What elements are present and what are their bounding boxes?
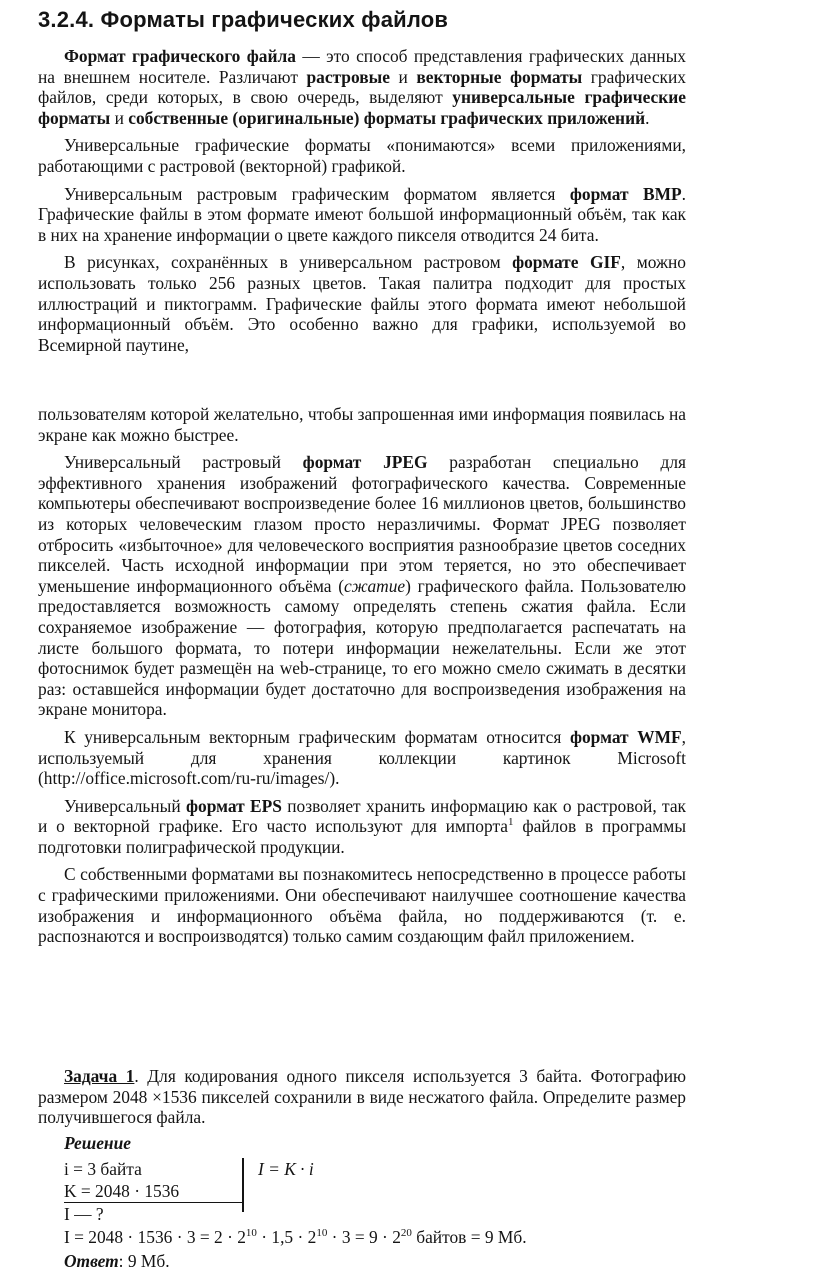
paragraph-own-formats: С собственными форматами вы познакомитесь непосредственно в процессе работы с графическими приложениями. Они обеспечивают наилучшее соотношение качества изображения и информационного объёма файла, но поддерживаются (т. е. распознаются и воспроизводятся) только самим создающим файл приложением. xyxy=(38,864,686,947)
calculation: $I = 2048 \cdot 1536 \cdot 3 = 2 \cdot 2^{10} \cdot 1,5 \cdot 2^{10} \cdot 3 = 9 \cdot 2^{20}$ байтов = 9 Мб. xyxy=(64,1227,527,1247)
given-unknown: I — ? xyxy=(64,1204,104,1224)
term-raster: растровые xyxy=(306,66,390,87)
term-vector-formats: векторные форматы xyxy=(416,66,583,87)
term-own-formats: собственные (оригинальные) форматы графических приложений xyxy=(128,107,646,128)
given-divider xyxy=(242,1158,244,1212)
formula: I = K · i xyxy=(258,1159,314,1179)
paragraph-format-definition: Формат графического файла — это способ представления графических данных на внешнем носителе. Различают растровые и векторные форматы графических файлов, среди которых, в свою очередь, выделяют универсальные графические форматы и собственные (оригинальные) форматы графических приложений. xyxy=(38,46,686,128)
paragraph-gif-continued: пользователям которой желательно, чтобы запрошенная ими информация появилась на экране как можно быстрее. xyxy=(38,404,686,445)
term-universal-formats: универсальные графические форматы xyxy=(38,87,686,128)
term-eps: формат EPS xyxy=(185,795,282,816)
given-k: K = 2048 · 1536 xyxy=(64,1180,242,1203)
term-gif: формате GIF xyxy=(512,252,621,273)
text-block-bottom xyxy=(38,404,686,947)
solution-label: Решение xyxy=(64,1133,131,1153)
paragraph-universal: Универсальные графические форматы «понимаются» всеми приложениями, работающими с растровой (векторной) графикой. xyxy=(38,135,686,176)
answer xyxy=(64,1250,170,1272)
given-values xyxy=(64,1158,244,1225)
term-compression: сжатие xyxy=(344,575,406,596)
given-i: i = 3 байта xyxy=(64,1159,142,1179)
paragraph-bmp: Универсальным растровым графическим форматом является формат BMP. Графические файлы в этом формате имеют большой информационный объём, так как в них на хранение информации о цвете каждого пикселя отводится 24 бита. xyxy=(38,183,686,245)
term-graphic-format: Формат графического файла xyxy=(64,46,296,66)
footnote-marker: 1 xyxy=(508,816,514,829)
task-label: Задача 1 xyxy=(64,1066,135,1086)
text-block-top xyxy=(38,46,686,402)
paragraph-eps: Универсальный формат EPS позволяет хранить информацию как о растровой, так и о векторной графике. Его часто используют для импорта$^1$ файлов в программы подготовки полиграфической продукции. xyxy=(38,795,686,857)
term-wmf: формат WMF xyxy=(569,726,682,747)
term-jpeg: формат JPEG xyxy=(302,452,428,473)
term-bmp: формат BMP xyxy=(569,183,682,204)
task-text: . Для кодирования одного пикселя используется 3 байта. Фотографию размером 2048 ×1536 пикселей сохранили в виде несжатого файла. Определите размер получившегося файла. xyxy=(38,1066,686,1128)
paragraph-gif: В рисунках, сохранённых в универсальном растровом формате GIF, можно использовать только 256 разных цветов. Такая палитра подходит для простых иллюстраций и пиктограмм. Графические файлы этого формата имеют небольшой информационный объём. Это особенно важно для графики, используемой во Всемирной паутине, xyxy=(38,252,686,355)
answer-label: Ответ xyxy=(64,1251,119,1271)
section-heading: 3.2.4. Форматы графических файлов xyxy=(38,7,449,32)
paragraph-jpeg: Универсальный растровый формат JPEG разработан специально для эффективного хранения изображений фотографического качества. Современные компьютеры обеспечивают воспроизведение более 16 миллионов цветов, большинство из которых человеческим глазом просто неразличимы. Формат JPEG позволяет отбросить «избыточное» для человеческого восприятия разнообразие цветов соседних пикселей. Часть исходной информации при этом теряется, но это обеспечивает уменьшение информационного объёма (сжатие) графического файла. Пользователю предоставляется возможность самому определять степень сжатия файла. Если сохраняемое изображение — фотография, которую предполагается распечатать на листе большого формата, то потери информации нежелательны. Если же этот фотоснимок будет размещён на web-странице, то его можно смело сжимать в десятки раз: оставшейся информации будет достаточно для воспроизведения изображения на экране монитора. xyxy=(38,452,686,720)
answer-value: : 9 Мб. xyxy=(118,1251,170,1271)
paragraph-wmf: К универсальным векторным графическим форматам относится формат WMF, используемый для хранения коллекции картинок Microsoft (http://office.microsoft.com/ru-ru/images/). xyxy=(38,726,686,789)
task-statement xyxy=(38,1066,686,1128)
